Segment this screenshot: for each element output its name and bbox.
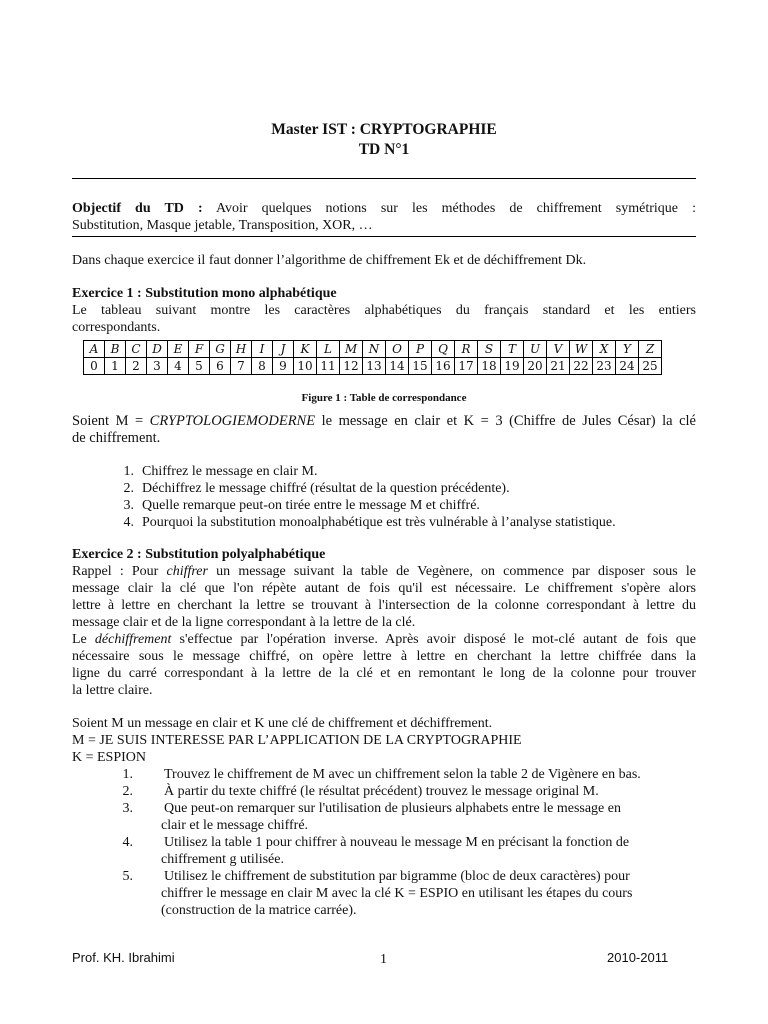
exercise1-question-number: 2. (123, 481, 134, 496)
table-number-cell: 14 (386, 358, 409, 375)
table-letter-cell: V (547, 341, 570, 358)
exercise2-question-text: À partir du texte chiffré (le résultat précédent) trouvez le message original M. (164, 784, 599, 799)
exercise2-question-text: Utilisez la table 1 pour chiffrer à nouveau le message M en précisant la fonction de (164, 835, 630, 850)
objective-line1 (72, 200, 696, 217)
table-number-cell: 0 (84, 358, 105, 375)
table-number-cell: 8 (252, 358, 273, 375)
rappel-line1 (72, 563, 696, 580)
letters-row (84, 341, 662, 358)
exercise1-question-number: 3. (123, 498, 134, 513)
table-letter-cell: C (126, 341, 147, 358)
exercise2-question-number: 2. (122, 784, 133, 799)
objective-text: Avoir quelques notions sur les méthodes de chiffrement symétrique : (215, 201, 696, 216)
rappel-line2: message clair la clé que l'on répète autant de fois qu'il est nécessaire. Le chiffrement s'opère alors (72, 581, 696, 596)
footer-author: Prof. KH. Ibrahimi (72, 950, 175, 965)
statement-pre: Soient M = (72, 413, 150, 429)
rappel-line4: message clair et de la ligne correspondant à la lettre de la clé. (72, 615, 416, 630)
table-number-cell: 16 (432, 358, 455, 375)
table-letter-cell: I (252, 341, 273, 358)
table-number-cell: 13 (363, 358, 386, 375)
table-letter-cell: B (105, 341, 126, 358)
exercise2-question-number: 3. (122, 801, 133, 816)
rappel-em-chiffrer: chiffrer (166, 564, 208, 579)
rappel-pre: Rappel : Pour (72, 564, 167, 579)
table-letter-cell: H (231, 341, 252, 358)
table-number-cell: 15 (409, 358, 432, 375)
page-title: Master IST : CRYPTOGRAPHIE (271, 121, 497, 138)
exercise1-desc-line2: correspondants. (72, 320, 161, 335)
table-letter-cell: O (386, 341, 409, 358)
table-number-cell: 11 (317, 358, 340, 375)
table-number-cell: 22 (570, 358, 593, 375)
exercise2-question-number: 1. (122, 767, 133, 782)
table-letter-cell: L (317, 341, 340, 358)
table-number-cell: 17 (455, 358, 478, 375)
rappel-line8: la lettre claire. (72, 683, 153, 698)
objective-rule (72, 236, 696, 237)
exercise1-statement-line2: de chiffrement. (72, 430, 161, 446)
exercise2-setup3: K = ESPION (72, 750, 147, 765)
exercise2-question-text: Que peut-on remarquer sur l'utilisation de plusieurs alphabets entre le message en (164, 801, 621, 816)
exercise1-question-text: Quelle remarque peut-on tirée entre le message M et chiffré. (142, 498, 480, 513)
intro-text: Dans chaque exercice il faut donner l’algorithme de chiffrement Ek et de déchiffrement Dk. (72, 253, 587, 268)
footer-year: 2010-2011 (607, 950, 669, 965)
table-number-cell: 6 (210, 358, 231, 375)
table-number-cell: 9 (273, 358, 294, 375)
exercise1-question-number: 4. (123, 515, 134, 530)
table-number-cell: 4 (168, 358, 189, 375)
rappel-line3: lettre à lettre en cherchant la lettre se trouvant à l'intersection de la colonne correspondant à lettre du (72, 598, 696, 613)
exercise2-question-text: Utilisez le chiffrement de substitution par bigramme (bloc de deux caractères) pour (164, 869, 630, 884)
exercise2-question-number: 5. (122, 869, 133, 884)
rappel-line5 (72, 631, 696, 648)
table-number-cell: 25 (639, 358, 662, 375)
statement-post: le message en clair et K = 3 (Chiffre de Jules César) la clé (315, 413, 696, 429)
rappel-line6: nécessaire sous le message chiffré, on opère lettre à lettre en cherchant la lettre chiffrée dans la (72, 649, 696, 664)
statement-message: CRYPTOLOGIEMODERNE (149, 413, 316, 429)
table-number-cell: 5 (189, 358, 210, 375)
exercise1-question-text: Pourquoi la substitution monoalphabétique est très vulnérable à l’analyse statistique. (142, 515, 616, 530)
table-letter-cell: W (570, 341, 593, 358)
table-number-cell: 7 (231, 358, 252, 375)
table-number-cell: 19 (501, 358, 524, 375)
table-letter-cell: R (455, 341, 478, 358)
rappel-line7: ligne du carré correspondant à la lettre de la clé et en remontant le long de la colonne pour trouver (72, 666, 696, 681)
table-number-cell: 20 (524, 358, 547, 375)
rappel-post: un message suivant la table de Vegènere, on commence par disposer sous le (207, 564, 697, 579)
table-letter-cell: Z (639, 341, 662, 358)
table-number-cell: 1 (105, 358, 126, 375)
table-number-cell: 21 (547, 358, 570, 375)
correspondence-table (83, 340, 662, 375)
objective-label: Objectif du TD : (72, 201, 203, 216)
exercise1-heading: Exercice 1 : Substitution mono alphabétique (72, 286, 337, 301)
rappel-em-dechiffrement: déchiffrement (94, 632, 172, 647)
table-caption: Figure 1 : Table de correspondance (301, 392, 467, 404)
table-letter-cell: G (210, 341, 231, 358)
exercise2-question-text: Trouvez le chiffrement de M avec un chiffrement selon la table 2 de Vigènere en bas. (164, 767, 641, 782)
exercise2-setup1: Soient M un message en clair et K une clé de chiffrement et déchiffrement. (72, 716, 493, 731)
exercise2-question-text: chiffrer le message en clair M avec la clé K = ESPIO en utilisant les étapes du cours (161, 886, 633, 901)
page-subtitle: TD N°1 (358, 141, 410, 158)
footer-page-number: 1 (380, 952, 387, 967)
table-letter-cell: P (409, 341, 432, 358)
rappel5-post: s'effectue par l'opération inverse. Après avoir disposé le mot-clé autant de fois que (171, 632, 697, 647)
table-letter-cell: Q (432, 341, 455, 358)
exercise2-question-text: clair et le message chiffré. (161, 818, 309, 833)
table-letter-cell: A (84, 341, 105, 358)
table-number-cell: 12 (340, 358, 363, 375)
exercise2-question-text: chiffrement g utilisée. (161, 852, 284, 867)
table-letter-cell: K (294, 341, 317, 358)
exercise2-heading: Exercice 2 : Substitution polyalphabétique (72, 547, 326, 562)
table-number-cell: 18 (478, 358, 501, 375)
top-rule (72, 178, 696, 179)
table-number-cell: 23 (593, 358, 616, 375)
table-letter-cell: U (524, 341, 547, 358)
exercise1-desc-line1: Le tableau suivant montre les caractères alphabétiques du français standard et les entiers (72, 303, 696, 318)
table-number-cell: 3 (147, 358, 168, 375)
table-letter-cell: M (340, 341, 363, 358)
table-letter-cell: T (501, 341, 524, 358)
objective-line2: Substitution, Masque jetable, Transposition, XOR, … (72, 218, 373, 233)
rappel5-pre: Le (72, 632, 95, 647)
table-letter-cell: D (147, 341, 168, 358)
table-letter-cell: Y (616, 341, 639, 358)
exercise2-setup2: M = JE SUIS INTERESSE PAR L’APPLICATION DE LA CRYPTOGRAPHIE (72, 733, 522, 748)
table-number-cell: 2 (126, 358, 147, 375)
exercise1-statement-line1 (72, 413, 696, 430)
table-letter-cell: E (168, 341, 189, 358)
table-letter-cell: X (593, 341, 616, 358)
title-block (0, 120, 768, 160)
exercise1-question-text: Chiffrez le message en clair M. (142, 464, 318, 479)
table-letter-cell: S (478, 341, 501, 358)
numbers-row (84, 358, 662, 375)
exercise2-question-text: (construction de la matrice carrée). (161, 903, 357, 918)
exercise1-question-text: Déchiffrez le message chiffré (résultat de la question précédente). (142, 481, 510, 496)
table-letter-cell: J (273, 341, 294, 358)
table-number-cell: 24 (616, 358, 639, 375)
exercise2-question-number: 4. (122, 835, 133, 850)
exercise1-question-number: 1. (123, 464, 134, 479)
table-number-cell: 10 (294, 358, 317, 375)
table-letter-cell: N (363, 341, 386, 358)
table-letter-cell: F (189, 341, 210, 358)
